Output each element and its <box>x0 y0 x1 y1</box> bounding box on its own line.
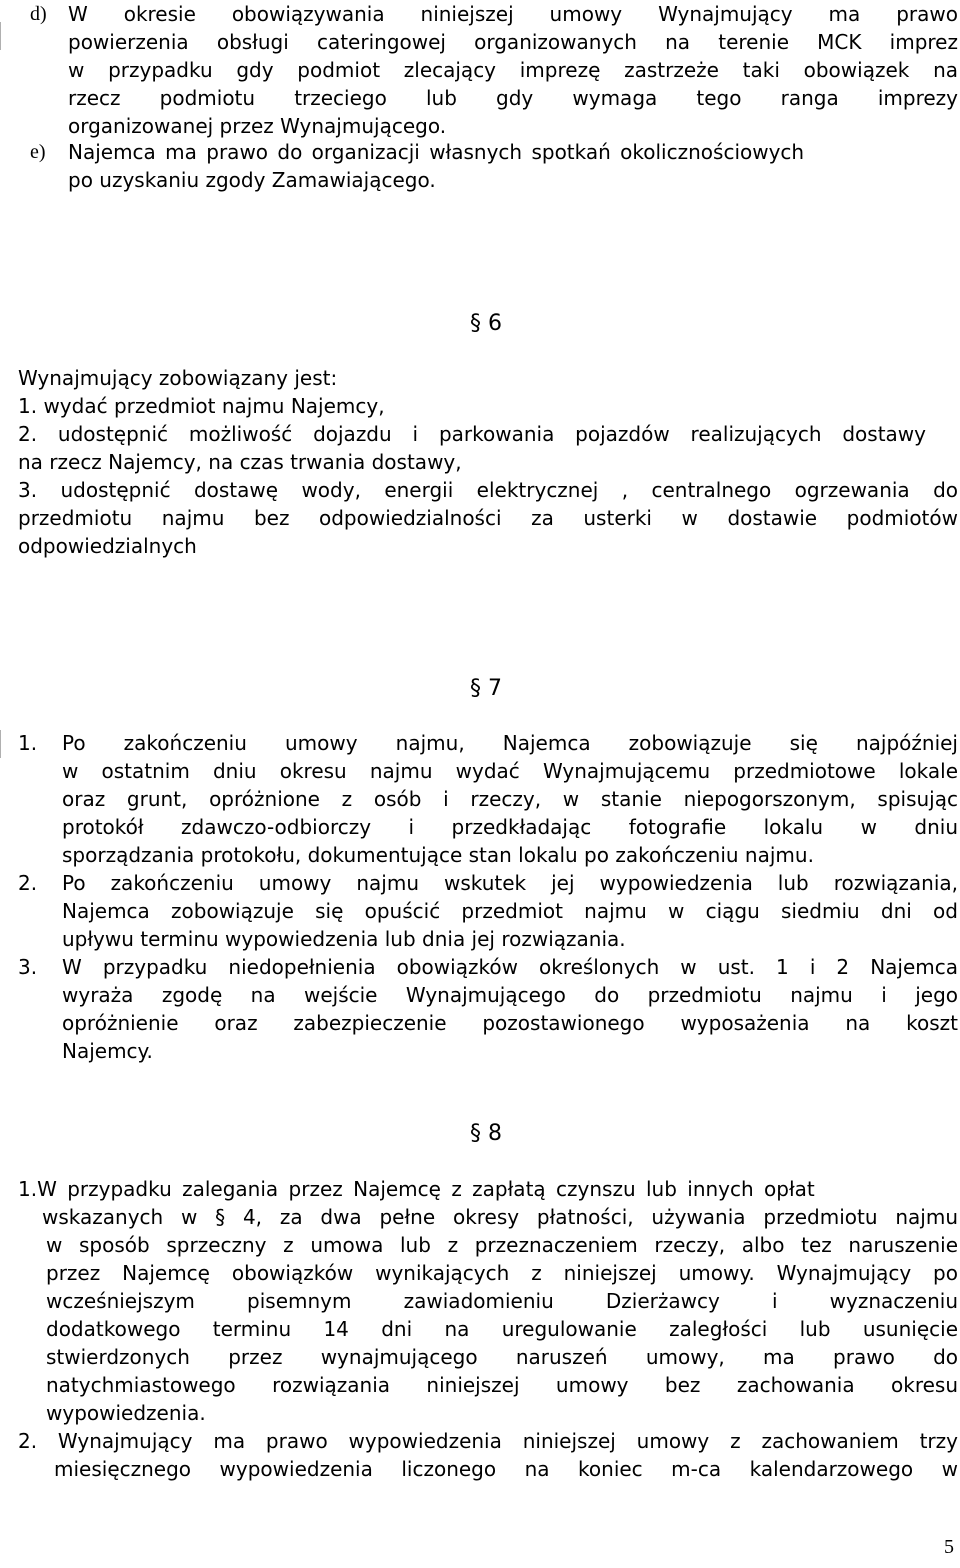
clause-d-marker: d) <box>30 3 47 25</box>
clause-d-line: rzecz podmiotu trzeciego lub gdy wymaga tego ranga imprezy <box>68 86 958 110</box>
section-7-item-line: W przypadku niedopełnienia obowiązków określonych w ust. 1 i 2 Najemca <box>62 955 958 979</box>
section-8-item-line: 1.W przypadku zalegania przez Najemcę z zapłatą czynszu lub innych opłat <box>18 1177 815 1201</box>
section-6-item-3-cont: przedmiotu najmu bez odpowiedzialności za usterki w dostawie podmiotów <box>18 506 958 530</box>
section-6-item-2-cont: na rzecz Najemcy, na czas trwania dostawy, <box>18 450 462 474</box>
margin-marker <box>0 730 1 758</box>
section-8-heading: § 8 <box>470 1121 502 1146</box>
section-8-item-line: natychmiastowego rozwiązania niniejszej umowy bez zachowania okresu <box>46 1373 958 1397</box>
section-6-item-3: 3. udostępnić dostawę wody, energii elektrycznej , centralnego ogrzewania do <box>18 478 958 502</box>
clause-d-line: organizowanej przez Wynajmującego. <box>68 114 447 138</box>
section-6-item-2: 2. udostępnić możliwość dojazdu i parkowania pojazdów realizujących dostawy <box>18 422 926 446</box>
section-7-item-number: 3. <box>18 955 38 979</box>
section-7-item-line: oraz grunt, opróżnione z osób i rzeczy, w stanie niepogorszonym, spisując <box>62 787 958 811</box>
clause-e-line: Najemca ma prawo do organizacji własnych spotkań okolicznościowych <box>68 140 805 164</box>
section-6-heading: § 6 <box>470 311 502 336</box>
section-8-item-line: w sposób sprzeczny z umowa lub z przeznaczeniem rzeczy, albo tez naruszenie <box>46 1233 958 1257</box>
page-number: 5 <box>944 1536 954 1558</box>
section-8-item-line: miesięcznego wypowiedzenia liczonego na koniec m-ca kalendarzowego w <box>54 1457 958 1481</box>
clause-d-line: w przypadku gdy podmiot zlecający imprezę zastrzeże taki obowiązek na <box>68 58 958 82</box>
section-7-item-line: opróżnienie oraz zabezpieczenie pozostawionego wyposażenia na koszt <box>62 1011 958 1035</box>
clause-d-line: W okresie obowiązywania niniejszej umowy Wynajmujący ma prawo <box>68 2 958 26</box>
section-6-intro: Wynajmujący zobowiązany jest: <box>18 366 338 390</box>
section-7-item-line: Po zakończeniu umowy najmu wskutek jej wypowiedzenia lub rozwiązania, <box>62 871 958 895</box>
section-8-item-line: stwierdzonych przez wynajmującego naruszeń umowy, ma prawo do <box>46 1345 958 1369</box>
section-8-item-line: wskazanych w § 4, za dwa pełne okresy płatności, używania przedmiotu najmu <box>42 1205 958 1229</box>
section-8-item-line: wypowiedzenia. <box>46 1401 206 1425</box>
section-7-item-line: w ostatnim dniu okresu najmu wydać Wynajmującemu przedmiotowe lokale <box>62 759 958 783</box>
section-7-item-line: protokół zdawczo-odbiorczy i przedkładając fotografie lokalu w dniu <box>62 815 958 839</box>
section-7-item-line: Najemca zobowiązuje się opuścić przedmiot najmu w ciągu siedmiu dni od <box>62 899 958 923</box>
clause-d-line: powierzenia obsługi cateringowej organizowanych na terenie MCK imprez <box>68 30 958 54</box>
section-7-item-line: Po zakończeniu umowy najmu, Najemca zobowiązuje się najpóźniej <box>62 731 958 755</box>
section-7-item-line: sporządzania protokołu, dokumentujące stan lokalu po zakończeniu najmu. <box>62 843 814 867</box>
section-8-item-line: dodatkowego terminu 14 dni na uregulowanie zaległości lub usunięcie <box>46 1317 958 1341</box>
section-7-item-number: 1. <box>18 731 38 755</box>
section-7-item-line: upływu terminu wypowiedzenia lub dnia jej rozwiązania. <box>62 927 626 951</box>
margin-marker <box>0 22 1 50</box>
clause-e-marker: e) <box>30 141 46 163</box>
clause-e-line: po uzyskaniu zgody Zamawiającego. <box>68 168 436 192</box>
section-8-item-line: przez Najemcę obowiązków wynikających z niniejszej umowy. Wynajmujący po <box>46 1261 958 1285</box>
section-7-item-line: Najemcy. <box>62 1039 153 1063</box>
section-7-item-number: 2. <box>18 871 38 895</box>
section-6-item-1: 1. wydać przedmiot najmu Najemcy, <box>18 394 385 418</box>
section-8-item-line: 2. Wynajmujący ma prawo wypowiedzenia niniejszej umowy z zachowaniem trzy <box>18 1429 958 1453</box>
section-8-item-line: wcześniejszym pisemnym zawiadomieniu Dzierżawcy i wyznaczeniu <box>46 1289 958 1313</box>
section-6-item-3-cont: odpowiedzialnych <box>18 534 197 558</box>
section-7-item-line: wyraża zgodę na wejście Wynajmującego do przedmiotu najmu i jego <box>62 983 958 1007</box>
section-7-heading: § 7 <box>470 676 502 701</box>
